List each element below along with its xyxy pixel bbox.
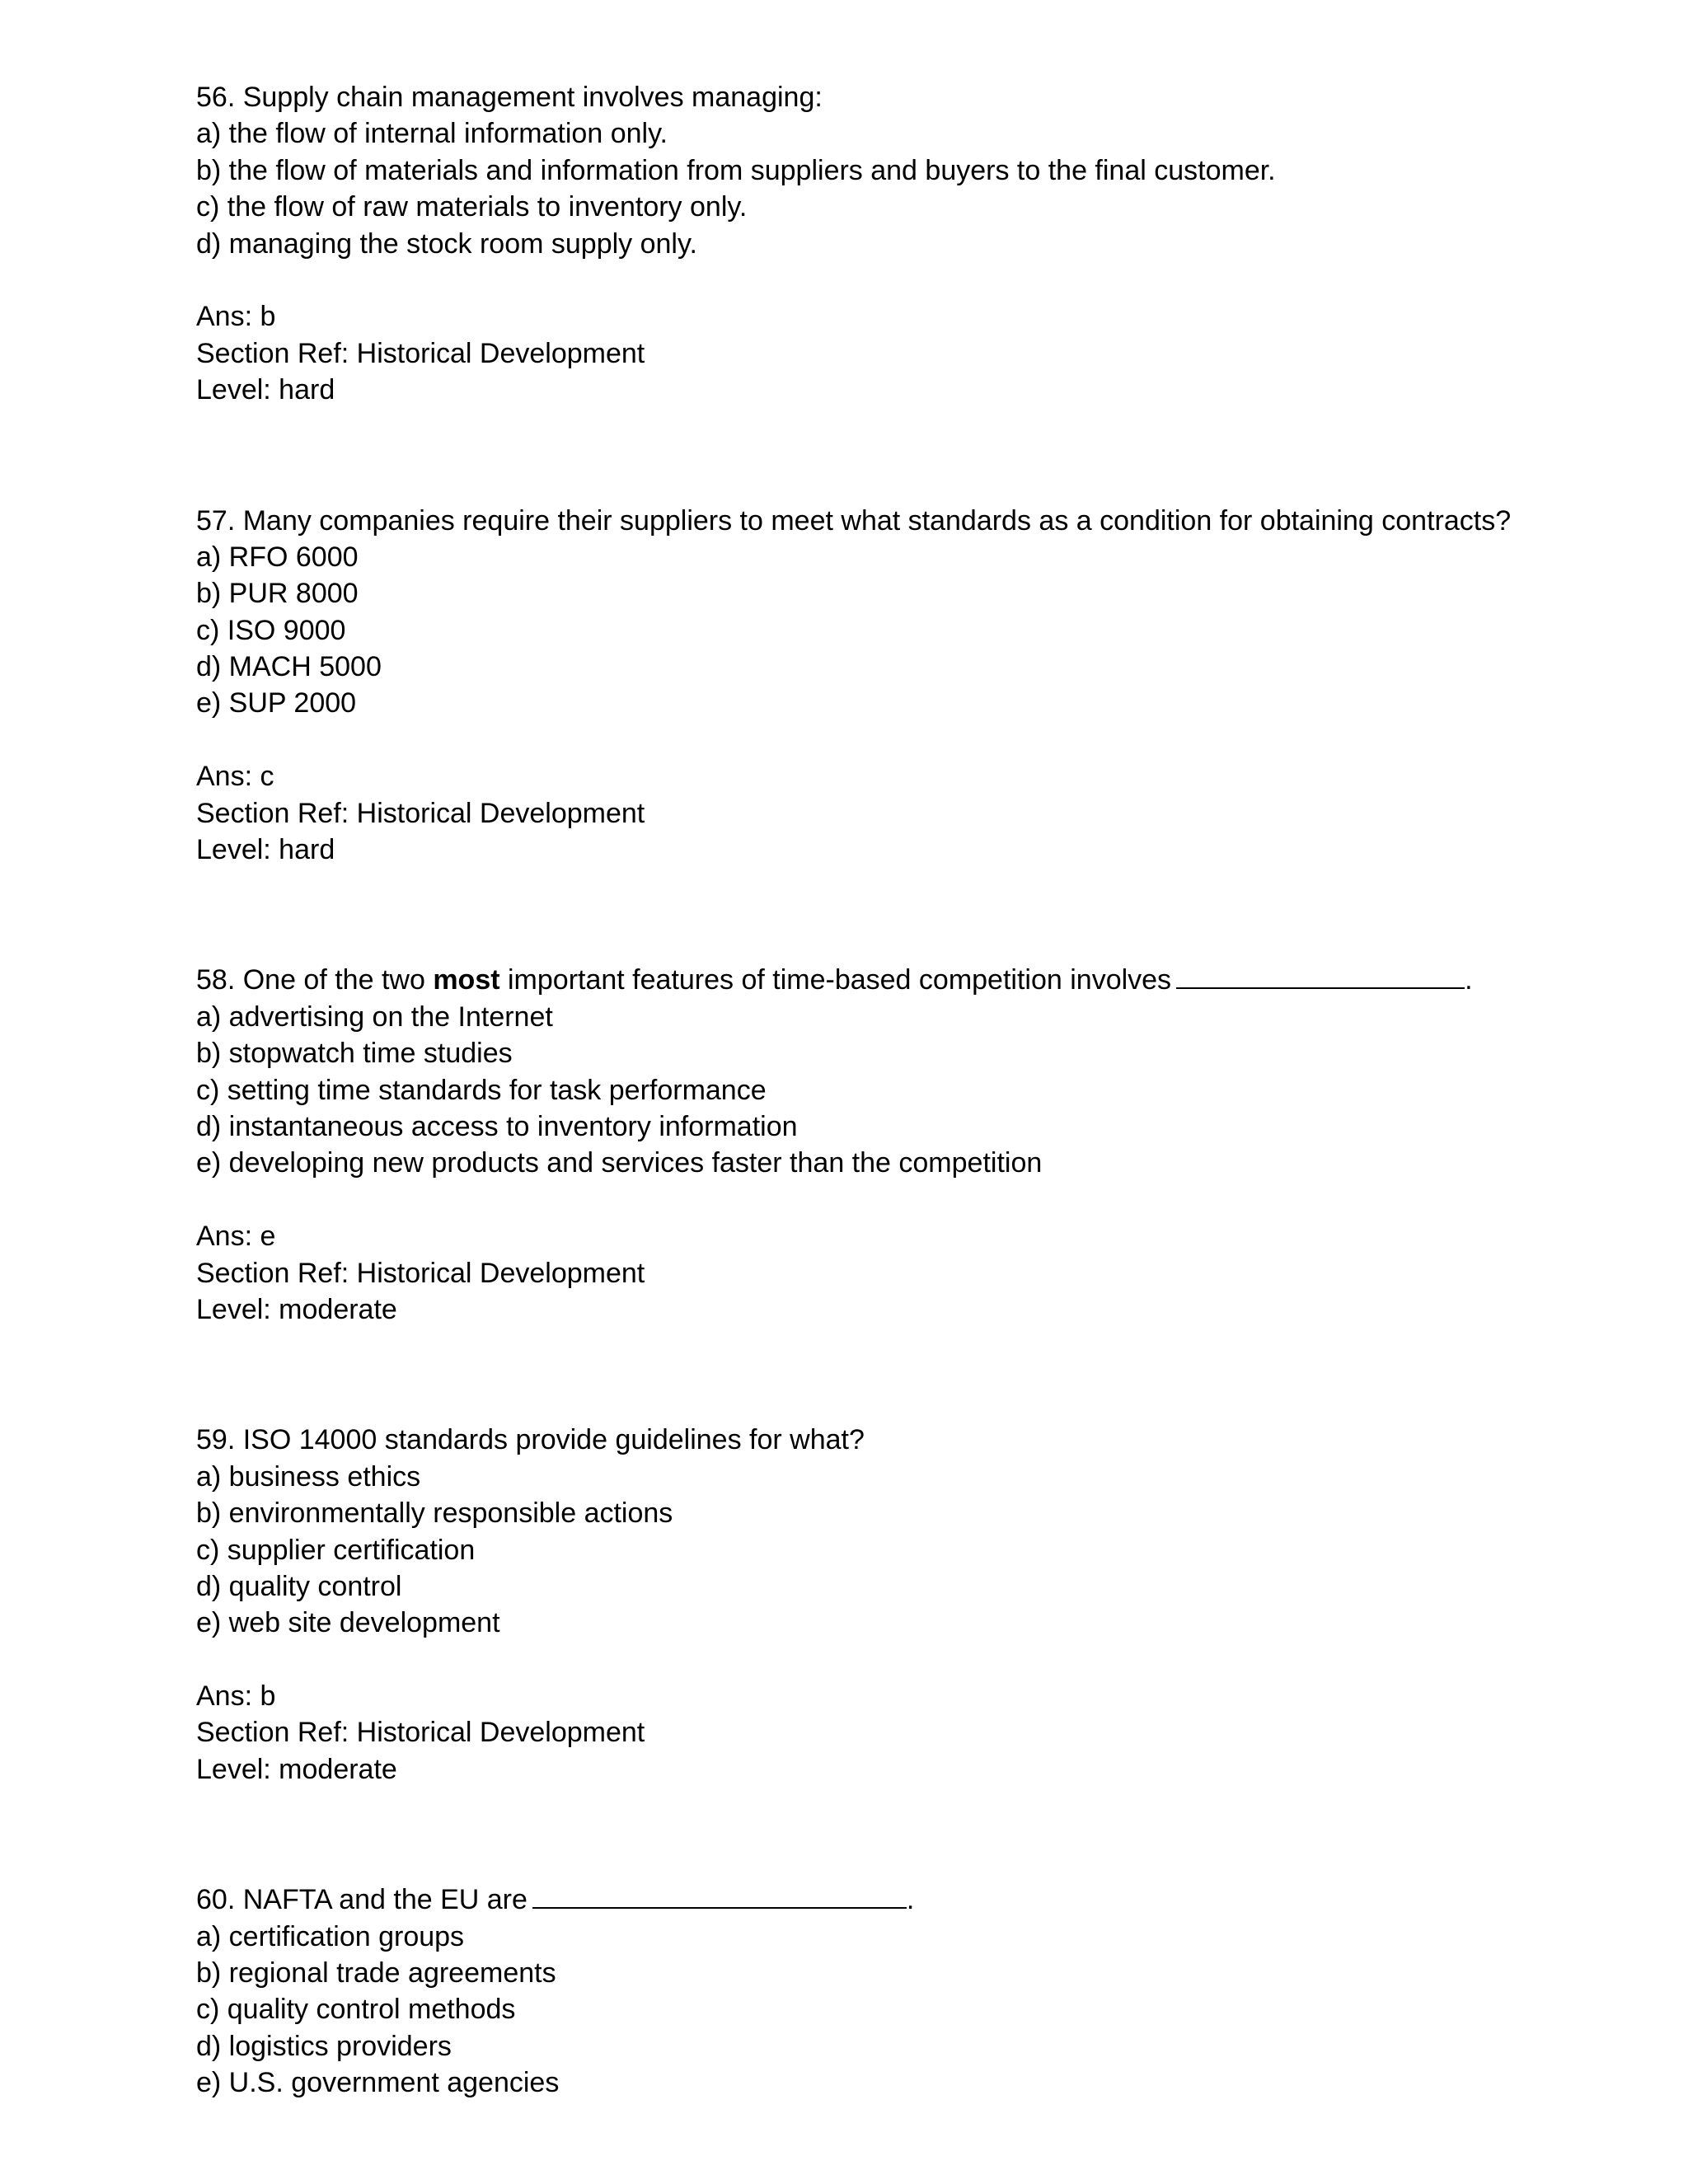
answer-option: c) setting time standards for task performance <box>196 1074 767 1106</box>
answer-option: e) SUP 2000 <box>196 687 357 719</box>
answer-option: b) environmentally responsible actions <box>196 1497 673 1530</box>
question-text-after: important features of time-based competition involves <box>508 964 1172 996</box>
question-stem <box>196 1882 1597 1918</box>
question-text: ISO 14000 standards provide guidelines for what? <box>242 1424 865 1456</box>
question-60 <box>196 1882 1597 2101</box>
question-text: NAFTA and the EU are <box>242 1884 528 1916</box>
question-text-emphasis: most <box>433 964 500 996</box>
question-number: 56. <box>196 82 236 113</box>
section-ref: Section Ref: Historical Development <box>196 797 645 829</box>
question-number: 60. <box>196 1884 236 1916</box>
section-ref: Section Ref: Historical Development <box>196 337 645 369</box>
answer-option: d) managing the stock room supply only. <box>196 227 697 260</box>
answer-option: d) instantaneous access to inventory information <box>196 1110 798 1142</box>
answer-option: e) web site development <box>196 1607 500 1639</box>
answer-meta <box>196 1678 1597 1788</box>
answer-option: d) quality control <box>196 1570 402 1602</box>
answer-option: d) MACH 5000 <box>196 651 382 683</box>
answer-option: a) certification groups <box>196 1920 465 1952</box>
answer-option: e) developing new products and services faster than the competition <box>196 1147 1043 1179</box>
answer-meta <box>196 758 1597 868</box>
question-stem <box>196 79 1597 115</box>
answer-option: c) supplier certification <box>196 1534 476 1566</box>
answer-option: c) quality control methods <box>196 1994 516 2026</box>
question-number: 59. <box>196 1424 236 1456</box>
document-page <box>196 79 1597 2102</box>
question-end-punctuation: . <box>906 1884 915 1916</box>
difficulty-level: Level: hard <box>196 374 335 406</box>
fill-in-blank <box>532 1882 907 1909</box>
question-stem <box>196 962 1597 998</box>
answer-meta <box>196 298 1597 408</box>
answer-option: b) the flow of materials and information from suppliers and buyers to the final customer. <box>196 154 1276 186</box>
answer-option: a) RFO 6000 <box>196 541 359 573</box>
answer-option: b) PUR 8000 <box>196 578 359 610</box>
question-57 <box>196 503 1597 869</box>
question-stem <box>196 1422 1597 1458</box>
question-end-punctuation: . <box>1465 964 1473 996</box>
answer-option: c) the flow of raw materials to inventory only. <box>196 191 748 223</box>
answer-option: e) U.S. government agencies <box>196 2067 560 2099</box>
question-59 <box>196 1422 1597 1788</box>
answer-meta <box>196 1218 1597 1328</box>
answer-key: Ans: b <box>196 1680 276 1713</box>
answer-option: d) logistics providers <box>196 2030 452 2062</box>
section-ref: Section Ref: Historical Development <box>196 1717 645 1749</box>
answer-option: a) advertising on the Internet <box>196 1001 553 1033</box>
answer-option: a) business ethics <box>196 1460 421 1493</box>
answer-option: b) regional trade agreements <box>196 1957 556 1990</box>
question-number: 58. <box>196 964 236 996</box>
difficulty-level: Level: moderate <box>196 1293 397 1325</box>
section-ref: Section Ref: Historical Development <box>196 1257 645 1289</box>
question-number: 57. <box>196 504 236 537</box>
question-text-before: One of the two <box>242 964 425 996</box>
answer-key: Ans: b <box>196 301 276 333</box>
question-56 <box>196 79 1597 409</box>
question-58 <box>196 962 1597 1328</box>
difficulty-level: Level: moderate <box>196 1753 397 1785</box>
answer-key: Ans: e <box>196 1221 276 1253</box>
difficulty-level: Level: hard <box>196 834 335 866</box>
answer-option: c) ISO 9000 <box>196 614 346 646</box>
answer-option: b) stopwatch time studies <box>196 1038 513 1070</box>
question-text: Supply chain management involves managing: <box>242 82 823 113</box>
answer-key: Ans: c <box>196 761 274 793</box>
fill-in-blank <box>1176 963 1465 989</box>
question-stem <box>196 503 1597 539</box>
answer-option: a) the flow of internal information only. <box>196 118 668 150</box>
question-text: Many companies require their suppliers to meet what standards as a condition for obtaining contracts? <box>242 504 1512 537</box>
